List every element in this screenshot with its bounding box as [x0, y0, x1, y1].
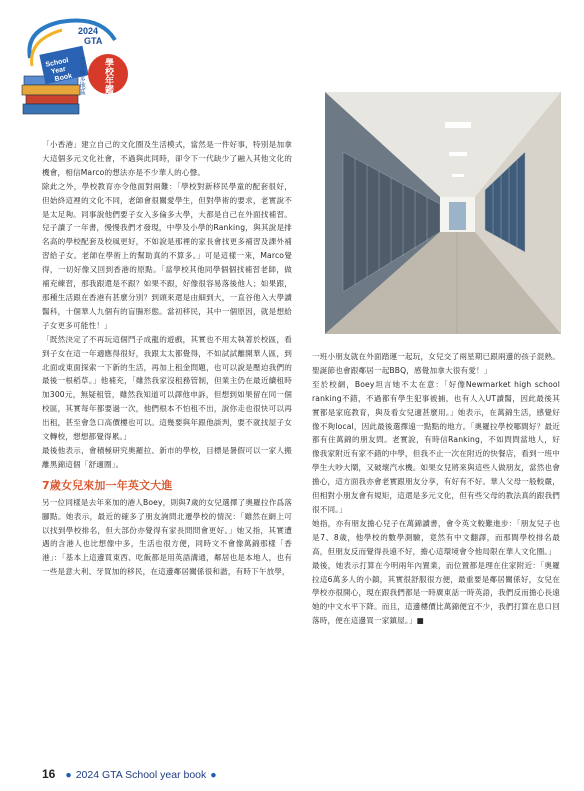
logo-subtitle: 大多倫多地區: [78, 56, 86, 95]
article-paragraph: 至於校網，Boey坦言她不太在意：「好像Newmarket high school ranking不錯，不過都有學生犯事被捕，也有人入UT讀醫，因此最後其實都是家庭教育，與及看女兒適甚麼用。」她表示，在萬錦生活，感覺好像不夠local，因此最後選擇遠一點點的地方。「奧羅拉學校哪間好？最近都有住萬錦的朋友問。老實說，有時信Ranking，不如問問當地人，好像我家附近有家不錯的中學，但我不止一次在附近的快餐店，看到一班中學生大吵大鬧，又破壞汽水機。如果女兒將來與這些人做朋友，當然也會擔心，這方面我亦會老實跟朋友分享，有好有不好。華人父母一般較嚴，但相對小朋友會有規矩，這還是多元文化，但有些父母的教法真的跟我們很不同。」: [312, 379, 560, 514]
article-paragraph: 她指，亦有朋友擔心兒子在萬錦讀書，會令英文較難進步：「朋友兒子也是7、8歲，他學校的數學測驗，竟然有中文翻譯，而那間學校排名最高，但朋友反而覺得長遠不好，擔心這環境會令他局限在華人文化圈。」: [312, 518, 560, 556]
article-paragraph: 除此之外，學校教育亦令他面對兩難：「學校對新移民學童的配套很好，但始終這裡的文化不同，老師會很關愛學生，但對學術的要求，老實說不是太足夠。同事說他們要子女入多倫多大學，大都是自己在外面找補習。兒子讀了一年書，慢慢我們才發現，中學及小學的Ranking，與其說是排名高的學校配套及校風更好，不如說是那裡的家長會找更多補習及課外補習給子女。老師在學術上的幫助真的不算多。」可是這樣一來，Marco覺得，一切好像又回到香港的原點。「當學校其他同學個個找補習老師，做補充練習，那我跟還是不跟？如果不跟，好像很容易落後他人；如果跟，那種生活跟在香港有甚麼分別？到頭來還是由細到大，一直谷他入大學讀醫科，十個華人九個有的盲腸形態。當初移民，其中一個原因，就是想給子女更多可能性！」: [42, 181, 292, 330]
logo-book-label-3: Book: [54, 72, 73, 84]
article-paragraph: 「既然決定了不再玩這個鬥子成龍的遊戲，其實也不用太執著於校區，看到子女在這一年適應得很好，我跟太太都覺得，不如試試離開華人區，到北面或東面探索一下新的生活，再加上租金問題，也可以說是壓迫我們的最後一根稻草。」他補充，「雖然我家沒租務管制，但業主仍在最近續租時加300元，無疑租管，雖然我知道可以譯他申訴，但想到如果留在同一個校區，其實每年都要過一次，他們根本不怕租不出，說你走也很快可以再出租，甚至會急口高價樓也可以。這幾要與年跟他談判，要不就找屋子女文轉校，想想都覺得累。」: [42, 334, 292, 442]
article-paragraph: 另一位同樣是去年來加的港人Boey，則與7歲的女兒選擇了奧羅拉作爲落腳點。她表示，最近的確多了朋友詢問北遷學校的情況：「雖然在網上可以找到學校排名，但大部份亦覺得有家長問問會更好。」她又指，其實遭遇的含港人也比想像中多，生活也很方便，同時文不會像萬錦那樣「香港」：「基本上這邊買東西、吃飯都是用英語溝通，鄰居也是本地人，也有一些是意大利、牙買加的移民，在這邊鄰居關係很和諧，有時下午放學，: [42, 497, 292, 577]
page-number: 16: [42, 767, 56, 781]
article-paragraph: 最後，她表示打算在今明兩年內置業，而位置都是理在住家附近：「奧羅拉這6萬多人的小鎮，其實很舒服很方便，最重要是鄰居關係好，女兒在學校亦很開心，現在跟我們都是一時廣東話一時英語，我們反而擔心長遠她的中文水平下降。而且，這邊樓價比萬錦便宜不少，我們打算在息口回落時，便在這邊買一家鎮屋。」■: [312, 560, 560, 626]
right-article-column: [312, 350, 560, 628]
page-footer: [42, 767, 221, 781]
yearbook-logo: [20, 10, 130, 122]
logo-book-label-1: School: [44, 57, 70, 69]
logo-year: 2024: [78, 26, 99, 36]
yearbook-logo-graphic: [20, 10, 130, 122]
logo-org: GTA: [84, 36, 103, 46]
school-hallway-photo: [325, 92, 561, 334]
article-paragraph: 「小香港」建立自己的文化圈及生活模式，當然是一件好事，特別是加拿大這個多元文化社會，不過與此同時，卻令下一代缺少了融入其他文化的機會，相信Marco的想法亦是不少華人的心聲。: [42, 140, 292, 177]
bullet-icon: ●: [210, 769, 217, 781]
logo-title: 學校年鑑: [103, 58, 113, 94]
bullet-icon: ●: [65, 769, 72, 781]
publication-title: 2024 GTA School year book: [75, 769, 207, 781]
school-hallway-photo-icon: [325, 92, 561, 334]
article-paragraph: 最後他表示，會積極研究奧羅拉、新市的學校，目標是暑假可以一家人搬離黑錦這個「舒適圈」。: [42, 445, 292, 469]
article-paragraph: 一班小朋友就在外面踏運一起玩，女兒交了兩星期已跟兩邊的孩子混熟。聖誕節也會跟鄰居一起BBQ，感覺加拿大很有愛！」: [312, 352, 560, 375]
left-article-column: [42, 138, 292, 579]
section-heading: 7歲女兒來加一年英文大進: [42, 478, 173, 492]
logo-book-label-2: Year: [50, 65, 67, 76]
